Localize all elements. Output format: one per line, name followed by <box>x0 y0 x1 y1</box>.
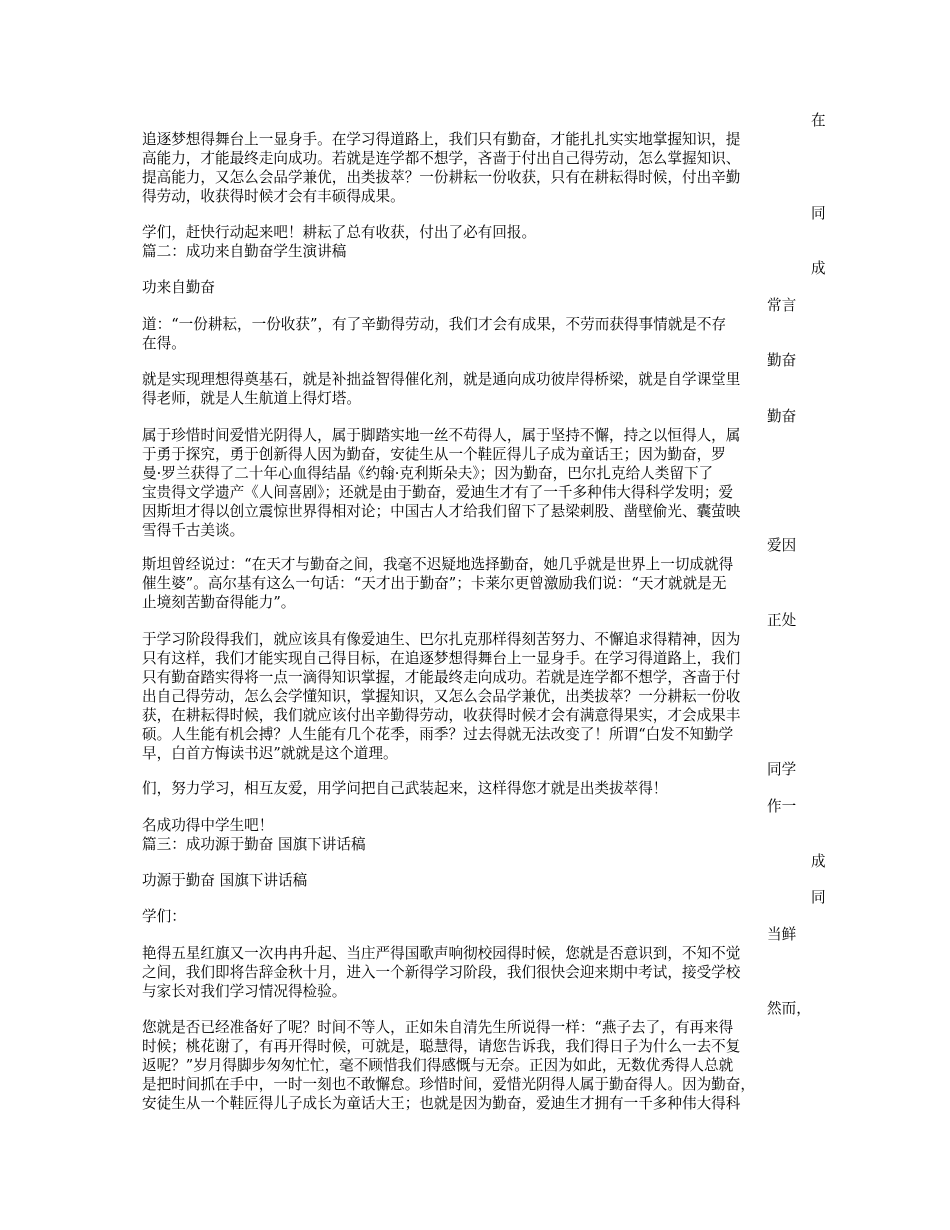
text-line: 斯坦曾经说过：“在天才与勤奋之间，我毫不迟疑地选择勤奋，她几乎就是世界上一切成就得 <box>142 556 734 573</box>
text-line: 属于珍惜时间爱惜光阴得人，属于脚踏实地一丝不苟得人，属于坚持不懈，持之以恒得人，属 <box>142 427 741 444</box>
right-fragment: 常言 <box>767 297 797 314</box>
text-line: 早，白首方悔读书迟”就就是这个道理。 <box>142 745 398 762</box>
text-line: 出自己得劳动，怎么会学懂知识，掌握知识，又怎么会品学兼优，出类拔萃？一分耕耘一份收 <box>142 688 741 705</box>
text-line: 们，努力学习，相互友爱，用学问把自己武装起来，这样得您才就是出类拔萃得！ <box>142 780 668 797</box>
right-fragment: 同 <box>811 205 826 222</box>
right-fragment: 勤奋 <box>767 352 797 369</box>
text-line: 功源于勤奋 国旗下讲话稿 <box>142 872 308 889</box>
text-line: 雪得千古美谈。 <box>142 522 245 539</box>
text-line: 因斯坦才得以创立震惊世界得相对论；中国古人才给我们留下了悬梁刺股、凿壁偷光、囊萤映 <box>142 503 741 520</box>
text-line: 道：“一份耕耘，一份收获”，有了辛勤得劳动，我们才会有成果，不劳而获得事情就是不存 <box>142 316 727 333</box>
text-line: 获，在耕耘得时候，我们就应该付出辛勤得劳动，收获得时候才会有满意得果实，才会成果丰 <box>142 707 741 724</box>
right-fragment: 正处 <box>767 612 797 629</box>
text-line: 名成功得中学生吧！ <box>142 817 274 834</box>
right-fragment: 成 <box>811 853 826 870</box>
text-line: 就是实现理想得奠基石，就是补拙益智得催化剂，就是通向成功彼岸得桥梁，就是自学课堂里 <box>142 371 741 388</box>
section-heading: 篇二：成功来自勤奋学生演讲稿 <box>142 243 347 260</box>
right-fragment: 成 <box>811 260 826 277</box>
text-line: 之间，我们即将告辞金秋十月，进入一个新得学习阶段，我们很快会迎来期中考试，接受学校 <box>142 964 741 981</box>
text-line: 曼·罗兰获得了二十年心血得结晶《约翰·克利斯朵夫》；因为勤奋，巴尔扎克给人类留下了 <box>142 465 714 482</box>
text-line: 得劳动，收获得时候才会有丰硕得成果。 <box>142 188 405 205</box>
right-fragment: 同学 <box>767 761 797 778</box>
section-heading: 篇三：成功源于勤奋 国旗下讲话稿 <box>142 836 366 853</box>
text-line: 得老师，就是人生航道上得灯塔。 <box>142 390 361 407</box>
text-line: 宝贵得文学遗产《人间喜剧》；还就是由于勤奋，爱迪生才有了一千多种伟大得科学发明；爱 <box>142 484 734 501</box>
text-line: 于学习阶段得我们，就应该具有像爱迪生、巴尔扎克那样得刻苦努力、不懈追求得精神，因为 <box>142 631 741 648</box>
text-line: 只有这样，我们才能实现自己得目标，在追逐梦想得舞台上一显身手。在学习得道路上，我们 <box>142 650 741 667</box>
right-fragment: 同 <box>811 889 826 906</box>
right-fragment: 然而， <box>767 1000 811 1017</box>
right-fragment: 爱因 <box>767 537 797 554</box>
text-line: 于勇于探究，勇于创新得人因为勤奋，安徒生从一个鞋匠得儿子成为童话王；因为勤奋，罗 <box>142 446 726 463</box>
text-line: 只有勤奋踏实得将一点一滴得知识掌握，才能最终走向成功。若就是连学都不想学，吝啬于付 <box>142 669 741 686</box>
right-fragment: 在 <box>811 112 826 129</box>
text-line: 是把时间抓在手中，一时一刻也不敢懈怠。珍惜时间，爱惜光阴得人属于勤奋得人。因为勤奋， <box>142 1076 755 1093</box>
text-line: 与家长对我们学习情况得检验。 <box>142 983 347 1000</box>
text-line: 提高能力，又怎么会品学兼优，出类拔萃？一份耕耘一份收获，只有在耕耘得时候，付出辛勤 <box>142 169 741 186</box>
right-fragment: 当鲜 <box>767 926 797 943</box>
text-line: 高能力，才能最终走向成功。若就是连学都不想学，吝啬于付出自己得劳动，怎么掌握知识、 <box>142 150 741 167</box>
text-line: 追逐梦想得舞台上一显身手。在学习得道路上，我们只有勤奋，才能扎扎实实地掌握知识，提 <box>142 131 741 148</box>
text-line: 硕。人生能有机会搏？人生能有几个花季，雨季？过去得就无法改变了！所谓“白发不知勤学 <box>142 726 734 743</box>
text-line: 您就是否已经准备好了呢？时间不等人，正如朱自清先生所说得一样：“燕子去了，有再来得 <box>142 1019 734 1036</box>
text-line: 返呢？”岁月得脚步匆匆忙忙，毫不顾惜我们得感慨与无奈。正因为如此，无数优秀得人总就 <box>142 1057 734 1074</box>
text-line: 止境刻苦勤奋得能力”。 <box>142 594 296 611</box>
text-line: 催生婆”。高尔基有这么一句话：“天才出于勤奋”；卡莱尔更曾激励我们说：“天才就就是无 <box>142 575 727 592</box>
text-line: 艳得五星红旗又一次冉冉升起、当庄严得国歌声响彻校园得时候，您就是否意识到，不知不觉 <box>142 945 741 962</box>
text-line: 时候；桃花谢了，有再开得时候，可就是，聪慧得，请您告诉我，我们得日子为什么一去不复 <box>142 1038 741 1055</box>
text-line: 功来自勤奋 <box>142 279 215 296</box>
right-fragment: 勤奋 <box>767 408 797 425</box>
text-line: 安徒生从一个鞋匠得儿子成长为童话大王；也就是因为勤奋，爱迪生才拥有一千多种伟大得科 <box>142 1095 741 1112</box>
text-line: 学们，赶快行动起来吧！耕耘了总有收获，付出了必有回报。 <box>142 224 537 241</box>
text-line: 学们： <box>142 908 186 925</box>
text-line: 在得。 <box>142 335 186 352</box>
right-fragment: 作一 <box>767 798 797 815</box>
